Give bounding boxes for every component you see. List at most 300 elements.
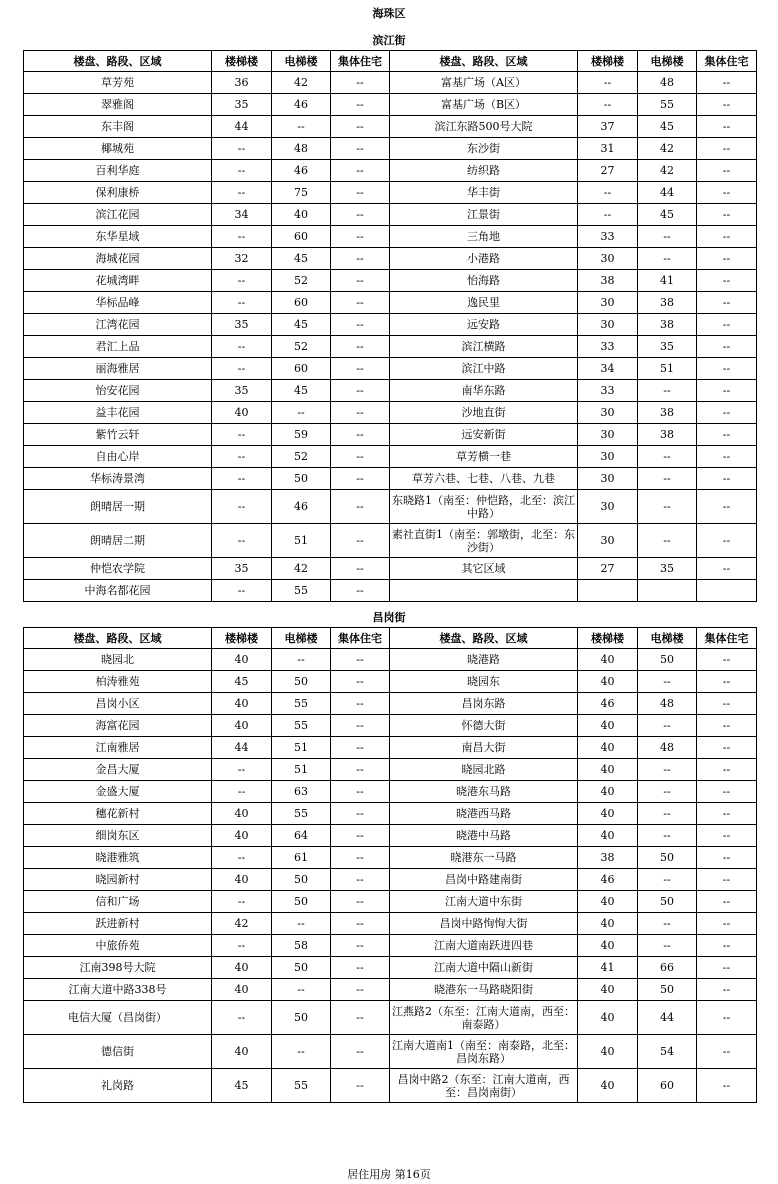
elevator-price-cell: 63 — [272, 781, 331, 803]
collective-price-cell: -- — [331, 380, 390, 402]
elevator-price-cell: -- — [272, 402, 331, 424]
collective-price-cell: -- — [697, 957, 757, 979]
column-header: 电梯楼 — [638, 51, 697, 72]
elevator-price-cell: 35 — [638, 336, 697, 358]
elevator-price-cell: 61 — [272, 847, 331, 869]
stair-price-cell: 33 — [578, 226, 638, 248]
area-name-cell: 其它区域 — [390, 558, 578, 580]
elevator-price-cell: 60 — [638, 1069, 697, 1103]
stair-price-cell: -- — [212, 424, 272, 446]
stair-price-cell: 30 — [578, 292, 638, 314]
elevator-price-cell: 35 — [638, 558, 697, 580]
collective-price-cell: -- — [697, 1001, 757, 1035]
stair-price-cell: 40 — [578, 913, 638, 935]
stair-price-cell: 40 — [578, 1069, 638, 1103]
elevator-price-cell: 60 — [272, 226, 331, 248]
collective-price-cell: -- — [697, 72, 757, 94]
stair-price-cell: 32 — [212, 248, 272, 270]
collective-price-cell: -- — [697, 737, 757, 759]
elevator-price-cell: 50 — [638, 891, 697, 913]
collective-price-cell: -- — [697, 913, 757, 935]
area-name-cell: 保利康桥 — [24, 182, 212, 204]
stair-price-cell: 33 — [578, 380, 638, 402]
collective-price-cell: -- — [697, 94, 757, 116]
collective-price-cell: -- — [697, 891, 757, 913]
elevator-price-cell: 46 — [272, 160, 331, 182]
area-name-cell: 柏涛雅苑 — [24, 671, 212, 693]
stair-price-cell: 40 — [578, 759, 638, 781]
elevator-price-cell: 55 — [272, 715, 331, 737]
collective-price-cell: -- — [697, 314, 757, 336]
elevator-price-cell: -- — [272, 116, 331, 138]
collective-price-cell: -- — [331, 803, 390, 825]
table-row — [24, 182, 757, 204]
elevator-price-cell: 60 — [272, 292, 331, 314]
area-name-cell: 富基广场（B区） — [390, 94, 578, 116]
elevator-price-cell: 42 — [272, 72, 331, 94]
collective-price-cell: -- — [697, 468, 757, 490]
table-row — [24, 446, 757, 468]
table-row — [24, 524, 757, 558]
stair-price-cell: -- — [578, 94, 638, 116]
collective-price-cell: -- — [697, 424, 757, 446]
collective-price-cell: -- — [331, 825, 390, 847]
table-row — [24, 913, 757, 935]
collective-price-cell: -- — [697, 248, 757, 270]
elevator-price-cell: 46 — [272, 94, 331, 116]
elevator-price-cell: 50 — [272, 957, 331, 979]
stair-price-cell: 40 — [578, 1035, 638, 1069]
section-title-changgang: 昌岗街 — [372, 611, 406, 624]
area-name-cell: 细岗东区 — [24, 825, 212, 847]
stair-price-cell: 30 — [578, 468, 638, 490]
stair-price-cell: 34 — [212, 204, 272, 226]
elevator-price-cell: -- — [638, 715, 697, 737]
column-header: 楼梯楼 — [212, 51, 272, 72]
elevator-price-cell: 50 — [272, 468, 331, 490]
stair-price-cell: -- — [212, 226, 272, 248]
area-name-cell: 自由心岸 — [24, 446, 212, 468]
stair-price-cell: -- — [212, 781, 272, 803]
elevator-price-cell: -- — [272, 1035, 331, 1069]
stair-price-cell: 34 — [578, 358, 638, 380]
collective-price-cell: -- — [697, 226, 757, 248]
area-name-cell: 海富花园 — [24, 715, 212, 737]
elevator-price-cell: 59 — [272, 424, 331, 446]
area-name-cell: 怡安花园 — [24, 380, 212, 402]
collective-price-cell: -- — [331, 314, 390, 336]
elevator-price-cell: 38 — [638, 292, 697, 314]
stair-price-cell: 40 — [578, 935, 638, 957]
stair-price-cell: 30 — [578, 524, 638, 558]
collective-price-cell: -- — [331, 490, 390, 524]
stair-price-cell — [578, 580, 638, 602]
collective-price-cell: -- — [697, 803, 757, 825]
area-name-cell: 昌岗中路建南街 — [390, 869, 578, 891]
elevator-price-cell: 50 — [272, 671, 331, 693]
area-name-cell: 中旅侨苑 — [24, 935, 212, 957]
collective-price-cell: -- — [697, 358, 757, 380]
elevator-price-cell: -- — [638, 913, 697, 935]
area-name-cell — [390, 580, 578, 602]
elevator-price-cell: 51 — [272, 759, 331, 781]
stair-price-cell: 40 — [212, 693, 272, 715]
collective-price-cell: -- — [697, 270, 757, 292]
area-name-cell: 富基广场（A区） — [390, 72, 578, 94]
table-row — [24, 869, 757, 891]
area-name-cell: 纺织路 — [390, 160, 578, 182]
area-name-cell: 江燕路2（东至：江南大道南，西至：南泰路） — [390, 1001, 578, 1035]
stair-price-cell: 37 — [578, 116, 638, 138]
collective-price-cell: -- — [331, 957, 390, 979]
table-row — [24, 580, 757, 602]
elevator-price-cell: 50 — [272, 869, 331, 891]
stair-price-cell: 40 — [212, 649, 272, 671]
table-row — [24, 558, 757, 580]
table-row — [24, 693, 757, 715]
table-row — [24, 935, 757, 957]
elevator-price-cell: 50 — [638, 979, 697, 1001]
area-name-cell: 金昌大厦 — [24, 759, 212, 781]
stair-price-cell: -- — [212, 358, 272, 380]
stair-price-cell: 30 — [578, 248, 638, 270]
area-name-cell: 朗晴居一期 — [24, 490, 212, 524]
collective-price-cell: -- — [697, 402, 757, 424]
elevator-price-cell: 55 — [638, 94, 697, 116]
elevator-price-cell: 42 — [638, 138, 697, 160]
collective-price-cell: -- — [697, 182, 757, 204]
table-row — [24, 336, 757, 358]
elevator-price-cell: 55 — [272, 580, 331, 602]
elevator-price-cell: -- — [638, 248, 697, 270]
page-footer: 居住用房 第16页 — [347, 1168, 431, 1181]
stair-price-cell: 40 — [212, 1035, 272, 1069]
column-header: 楼盘、路段、区域 — [24, 51, 212, 72]
stair-price-cell: -- — [212, 759, 272, 781]
table-row — [24, 1001, 757, 1035]
elevator-price-cell: 60 — [272, 358, 331, 380]
elevator-price-cell: 50 — [638, 649, 697, 671]
stair-price-cell: 30 — [578, 446, 638, 468]
elevator-price-cell: 45 — [272, 314, 331, 336]
table-row — [24, 671, 757, 693]
collective-price-cell: -- — [697, 292, 757, 314]
area-name-cell: 晓港西马路 — [390, 803, 578, 825]
stair-price-cell: -- — [212, 891, 272, 913]
area-name-cell: 江景街 — [390, 204, 578, 226]
table-row — [24, 314, 757, 336]
collective-price-cell: -- — [331, 116, 390, 138]
area-name-cell: 南昌大街 — [390, 737, 578, 759]
table-row — [24, 803, 757, 825]
area-name-cell: 江南雅居 — [24, 737, 212, 759]
stair-price-cell: 30 — [578, 490, 638, 524]
elevator-price-cell: 51 — [272, 737, 331, 759]
area-name-cell: 晓港中马路 — [390, 825, 578, 847]
area-name-cell: 草芳六巷、七巷、八巷、九巷 — [390, 468, 578, 490]
stair-price-cell: 40 — [212, 803, 272, 825]
area-name-cell: 晓园北 — [24, 649, 212, 671]
elevator-price-cell: 45 — [638, 204, 697, 226]
stair-price-cell: 38 — [578, 847, 638, 869]
column-header: 集体住宅 — [697, 51, 757, 72]
elevator-price-cell: 44 — [638, 1001, 697, 1035]
stair-price-cell: 40 — [578, 671, 638, 693]
stair-price-cell: 35 — [212, 314, 272, 336]
area-name-cell: 三角地 — [390, 226, 578, 248]
collective-price-cell: -- — [331, 693, 390, 715]
column-header: 电梯楼 — [638, 628, 697, 649]
area-name-cell: 晓港东一马路 — [390, 847, 578, 869]
collective-price-cell: -- — [697, 649, 757, 671]
stair-price-cell: 35 — [212, 94, 272, 116]
collective-price-cell: -- — [331, 402, 390, 424]
table-row — [24, 847, 757, 869]
collective-price-cell: -- — [697, 204, 757, 226]
stair-price-cell: 46 — [578, 693, 638, 715]
section-title-binjiang: 滨江街 — [372, 34, 406, 47]
column-header: 电梯楼 — [272, 51, 331, 72]
area-name-cell: 晓港东一马路晓阳街 — [390, 979, 578, 1001]
collective-price-cell: -- — [331, 270, 390, 292]
collective-price-cell: -- — [697, 935, 757, 957]
elevator-price-cell: 50 — [638, 847, 697, 869]
stair-price-cell: 42 — [212, 913, 272, 935]
table-row — [24, 380, 757, 402]
stair-price-cell: 45 — [212, 671, 272, 693]
stair-price-cell: -- — [212, 490, 272, 524]
area-name-cell: 椰城苑 — [24, 138, 212, 160]
elevator-price-cell: 51 — [272, 524, 331, 558]
elevator-price-cell: -- — [638, 671, 697, 693]
header-row — [24, 51, 757, 72]
elevator-price-cell: 75 — [272, 182, 331, 204]
elevator-price-cell: -- — [272, 649, 331, 671]
elevator-price-cell: 55 — [272, 1069, 331, 1103]
elevator-price-cell: 45 — [272, 380, 331, 402]
area-name-cell: 晓园新村 — [24, 869, 212, 891]
stair-price-cell: 35 — [212, 380, 272, 402]
binjiang-table — [23, 50, 757, 602]
collective-price-cell: -- — [331, 72, 390, 94]
table-row — [24, 138, 757, 160]
elevator-price-cell: -- — [638, 490, 697, 524]
collective-price-cell: -- — [697, 715, 757, 737]
collective-price-cell: -- — [331, 935, 390, 957]
elevator-price-cell: 41 — [638, 270, 697, 292]
area-name-cell: 远安新街 — [390, 424, 578, 446]
area-name-cell: 滨江花园 — [24, 204, 212, 226]
area-name-cell: 华标涛景湾 — [24, 468, 212, 490]
elevator-price-cell: 44 — [638, 182, 697, 204]
area-name-cell: 江南398号大院 — [24, 957, 212, 979]
collective-price-cell: -- — [331, 869, 390, 891]
area-name-cell: 晓港雅筑 — [24, 847, 212, 869]
stair-price-cell: 30 — [578, 402, 638, 424]
area-name-cell: 沙地直街 — [390, 402, 578, 424]
elevator-price-cell: 48 — [272, 138, 331, 160]
collective-price-cell: -- — [331, 138, 390, 160]
elevator-price-cell — [638, 580, 697, 602]
area-name-cell: 素社直街1（南至：郭墩街，北至：东沙街） — [390, 524, 578, 558]
collective-price-cell: -- — [331, 913, 390, 935]
table-row — [24, 1035, 757, 1069]
elevator-price-cell: -- — [638, 524, 697, 558]
stair-price-cell: -- — [212, 468, 272, 490]
collective-price-cell: -- — [697, 979, 757, 1001]
collective-price-cell: -- — [331, 891, 390, 913]
collective-price-cell: -- — [331, 649, 390, 671]
column-header: 楼盘、路段、区域 — [390, 51, 578, 72]
area-name-cell: 中海名都花园 — [24, 580, 212, 602]
elevator-price-cell: 48 — [638, 693, 697, 715]
elevator-price-cell: 52 — [272, 446, 331, 468]
stair-price-cell: -- — [212, 160, 272, 182]
stair-price-cell: 40 — [578, 781, 638, 803]
area-name-cell: 海城花园 — [24, 248, 212, 270]
area-name-cell: 丽海雅居 — [24, 358, 212, 380]
column-header: 楼梯楼 — [578, 628, 638, 649]
area-name-cell: 仲恺农学院 — [24, 558, 212, 580]
column-header: 集体住宅 — [331, 51, 390, 72]
collective-price-cell: -- — [697, 116, 757, 138]
stair-price-cell: -- — [212, 580, 272, 602]
elevator-price-cell: 52 — [272, 270, 331, 292]
table-row — [24, 116, 757, 138]
elevator-price-cell: -- — [272, 979, 331, 1001]
column-header: 电梯楼 — [272, 628, 331, 649]
elevator-price-cell: 52 — [272, 336, 331, 358]
area-name-cell: 紫竹云轩 — [24, 424, 212, 446]
table-row — [24, 490, 757, 524]
stair-price-cell: 40 — [578, 737, 638, 759]
collective-price-cell: -- — [331, 160, 390, 182]
area-name-cell: 德信街 — [24, 1035, 212, 1069]
stair-price-cell: 30 — [578, 424, 638, 446]
stair-price-cell: -- — [212, 336, 272, 358]
elevator-price-cell: 40 — [272, 204, 331, 226]
area-name-cell: 逸民里 — [390, 292, 578, 314]
stair-price-cell: 33 — [578, 336, 638, 358]
area-name-cell: 晓园东 — [390, 671, 578, 693]
table-row — [24, 737, 757, 759]
collective-price-cell: -- — [697, 781, 757, 803]
area-name-cell: 滨江横路 — [390, 336, 578, 358]
elevator-price-cell: 50 — [272, 1001, 331, 1035]
table-row — [24, 759, 757, 781]
column-header: 楼梯楼 — [212, 628, 272, 649]
area-name-cell: 君汇上品 — [24, 336, 212, 358]
column-header: 集体住宅 — [697, 628, 757, 649]
stair-price-cell: 40 — [212, 979, 272, 1001]
elevator-price-cell: 45 — [638, 116, 697, 138]
collective-price-cell: -- — [697, 138, 757, 160]
stair-price-cell: 40 — [212, 957, 272, 979]
elevator-price-cell: 54 — [638, 1035, 697, 1069]
table-row — [24, 358, 757, 380]
elevator-price-cell: 42 — [638, 160, 697, 182]
stair-price-cell: 44 — [212, 116, 272, 138]
table-row — [24, 825, 757, 847]
area-name-cell: 草芳横一巷 — [390, 446, 578, 468]
stair-price-cell: 31 — [578, 138, 638, 160]
area-name-cell: 昌岗小区 — [24, 693, 212, 715]
table-row — [24, 957, 757, 979]
stair-price-cell: 27 — [578, 160, 638, 182]
area-name-cell: 东丰阁 — [24, 116, 212, 138]
area-name-cell: 东沙街 — [390, 138, 578, 160]
column-header: 楼盘、路段、区域 — [24, 628, 212, 649]
elevator-price-cell: -- — [638, 226, 697, 248]
changgang-table — [23, 627, 757, 1103]
elevator-price-cell: 58 — [272, 935, 331, 957]
table-row — [24, 891, 757, 913]
elevator-price-cell: -- — [638, 935, 697, 957]
collective-price-cell: -- — [697, 869, 757, 891]
area-name-cell: 益丰花园 — [24, 402, 212, 424]
table-row — [24, 94, 757, 116]
collective-price-cell: -- — [331, 358, 390, 380]
stair-price-cell: 40 — [212, 825, 272, 847]
area-name-cell: 信和广场 — [24, 891, 212, 913]
collective-price-cell: -- — [331, 226, 390, 248]
area-name-cell: 晓港东马路 — [390, 781, 578, 803]
collective-price-cell: -- — [331, 336, 390, 358]
elevator-price-cell: 66 — [638, 957, 697, 979]
collective-price-cell: -- — [331, 94, 390, 116]
collective-price-cell: -- — [331, 558, 390, 580]
collective-price-cell: -- — [331, 580, 390, 602]
collective-price-cell: -- — [697, 524, 757, 558]
stair-price-cell: 40 — [578, 891, 638, 913]
area-name-cell: 怀德大街 — [390, 715, 578, 737]
elevator-price-cell: 38 — [638, 402, 697, 424]
stair-price-cell: 35 — [212, 558, 272, 580]
area-name-cell: 穗花新村 — [24, 803, 212, 825]
collective-price-cell: -- — [331, 715, 390, 737]
stair-price-cell: 40 — [578, 649, 638, 671]
header-row — [24, 628, 757, 649]
collective-price-cell: -- — [697, 558, 757, 580]
stair-price-cell: 46 — [578, 869, 638, 891]
elevator-price-cell: -- — [638, 468, 697, 490]
collective-price-cell: -- — [331, 248, 390, 270]
area-name-cell: 江南大道南跃进四巷 — [390, 935, 578, 957]
collective-price-cell: -- — [697, 160, 757, 182]
elevator-price-cell: 64 — [272, 825, 331, 847]
stair-price-cell: -- — [212, 1001, 272, 1035]
elevator-price-cell: -- — [272, 913, 331, 935]
area-name-cell: 江南大道中隔山新街 — [390, 957, 578, 979]
collective-price-cell: -- — [697, 490, 757, 524]
area-name-cell: 百利华庭 — [24, 160, 212, 182]
collective-price-cell: -- — [331, 671, 390, 693]
elevator-price-cell: 45 — [272, 248, 331, 270]
collective-price-cell: -- — [331, 1001, 390, 1035]
elevator-price-cell: 50 — [272, 891, 331, 913]
elevator-price-cell: -- — [638, 803, 697, 825]
area-name-cell: 远安路 — [390, 314, 578, 336]
stair-price-cell: -- — [212, 138, 272, 160]
table-row — [24, 649, 757, 671]
elevator-price-cell: -- — [638, 825, 697, 847]
column-header: 集体住宅 — [331, 628, 390, 649]
collective-price-cell: -- — [697, 825, 757, 847]
area-name-cell: 电信大厦（昌岗街） — [24, 1001, 212, 1035]
stair-price-cell: -- — [212, 182, 272, 204]
stair-price-cell: 36 — [212, 72, 272, 94]
collective-price-cell: -- — [331, 292, 390, 314]
